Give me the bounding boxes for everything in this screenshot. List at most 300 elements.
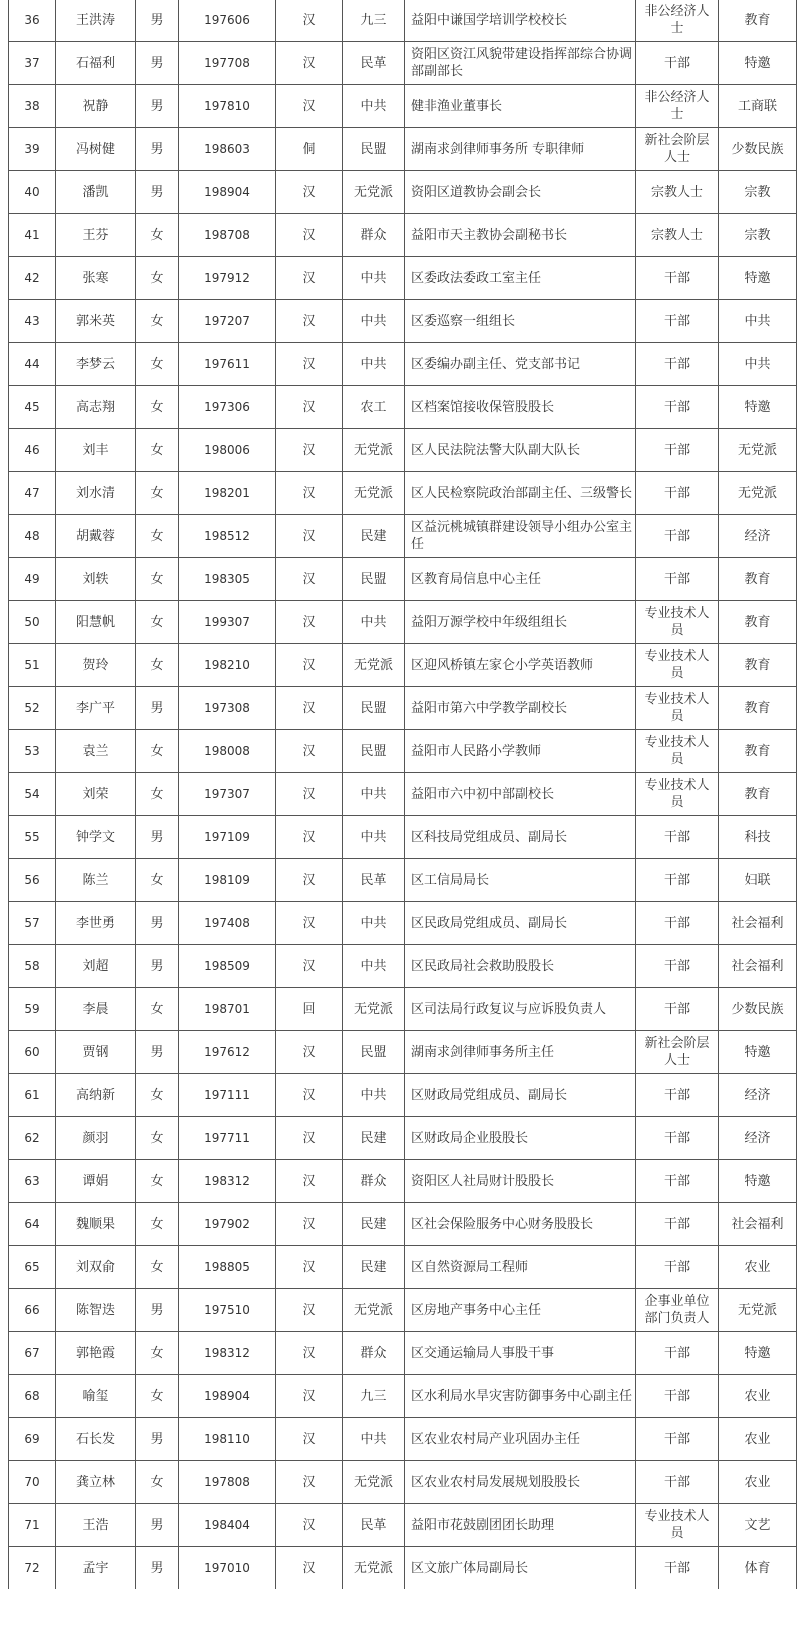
cell-no: 39 (9, 128, 56, 171)
cell-ethnicity: 汉 (276, 601, 343, 644)
cell-position: 区房地产事务中心主任 (405, 1289, 636, 1332)
table-row (9, 988, 797, 1031)
table-row (9, 1074, 797, 1117)
cell-gender: 女 (136, 859, 179, 902)
cell-no: 66 (9, 1289, 56, 1332)
cell-sector: 社会福利 (719, 945, 797, 988)
cell-gender: 女 (136, 386, 179, 429)
cell-name: 陈兰 (56, 859, 136, 902)
cell-category: 干部 (636, 902, 719, 945)
cell-sector: 体育 (719, 1547, 797, 1590)
cell-name: 刘双俞 (56, 1246, 136, 1289)
cell-category: 干部 (636, 945, 719, 988)
cell-ethnicity: 汉 (276, 1203, 343, 1246)
cell-ethnicity: 汉 (276, 1074, 343, 1117)
cell-no: 37 (9, 42, 56, 85)
cell-position: 资阳区道教协会副会长 (405, 171, 636, 214)
cell-ethnicity: 汉 (276, 472, 343, 515)
cell-gender: 女 (136, 214, 179, 257)
cell-party: 民建 (343, 1203, 405, 1246)
cell-ethnicity: 汉 (276, 730, 343, 773)
cell-sector: 经济 (719, 1117, 797, 1160)
cell-ethnicity: 汉 (276, 1461, 343, 1504)
cell-ethnicity: 汉 (276, 429, 343, 472)
cell-gender: 女 (136, 300, 179, 343)
table-row (9, 343, 797, 386)
cell-position: 区农业农村局发展规划股股长 (405, 1461, 636, 1504)
cell-gender: 男 (136, 687, 179, 730)
cell-position: 湖南求剑律师事务所 专职律师 (405, 128, 636, 171)
cell-sector: 少数民族 (719, 128, 797, 171)
cell-birth-date: 197606 (179, 0, 276, 42)
cell-name: 李广平 (56, 687, 136, 730)
cell-birth-date: 198201 (179, 472, 276, 515)
cell-party: 九三 (343, 1375, 405, 1418)
cell-category: 新社会阶层人士 (636, 128, 719, 171)
cell-party: 中共 (343, 85, 405, 128)
cell-no: 50 (9, 601, 56, 644)
cell-party: 群众 (343, 1332, 405, 1375)
cell-ethnicity: 汉 (276, 1289, 343, 1332)
cell-no: 54 (9, 773, 56, 816)
cell-category: 干部 (636, 1203, 719, 1246)
cell-no: 47 (9, 472, 56, 515)
cell-party: 民建 (343, 1117, 405, 1160)
cell-sector: 农业 (719, 1246, 797, 1289)
cell-name: 贺玲 (56, 644, 136, 687)
cell-gender: 女 (136, 1160, 179, 1203)
cell-category: 干部 (636, 257, 719, 300)
cell-no: 65 (9, 1246, 56, 1289)
cell-position: 益阳市第六中学教学副校长 (405, 687, 636, 730)
cell-gender: 男 (136, 1504, 179, 1547)
cell-party: 无党派 (343, 171, 405, 214)
cell-birth-date: 197207 (179, 300, 276, 343)
cell-category: 专业技术人员 (636, 644, 719, 687)
cell-sector: 农业 (719, 1375, 797, 1418)
cell-name: 刘超 (56, 945, 136, 988)
cell-name: 魏顺果 (56, 1203, 136, 1246)
cell-ethnicity: 汉 (276, 1547, 343, 1590)
cell-category: 干部 (636, 558, 719, 601)
cell-category: 企事业单位部门负责人 (636, 1289, 719, 1332)
cell-no: 46 (9, 429, 56, 472)
cell-gender: 女 (136, 1203, 179, 1246)
table-row (9, 859, 797, 902)
cell-category: 干部 (636, 429, 719, 472)
cell-name: 刘荣 (56, 773, 136, 816)
table-row (9, 1504, 797, 1547)
cell-birth-date: 198312 (179, 1332, 276, 1375)
cell-no: 44 (9, 343, 56, 386)
cell-gender: 男 (136, 1418, 179, 1461)
cell-position: 区民政局社会救助股股长 (405, 945, 636, 988)
cell-gender: 男 (136, 171, 179, 214)
cell-position: 区社会保险服务中心财务股股长 (405, 1203, 636, 1246)
cell-gender: 男 (136, 42, 179, 85)
cell-birth-date: 197810 (179, 85, 276, 128)
cell-no: 56 (9, 859, 56, 902)
cell-gender: 女 (136, 1461, 179, 1504)
cell-position: 区委编办副主任、党支部书记 (405, 343, 636, 386)
cell-ethnicity: 汉 (276, 1332, 343, 1375)
cell-gender: 女 (136, 1375, 179, 1418)
cell-no: 48 (9, 515, 56, 558)
cell-birth-date: 197808 (179, 1461, 276, 1504)
cell-ethnicity: 汉 (276, 1418, 343, 1461)
cell-category: 干部 (636, 300, 719, 343)
cell-ethnicity: 汉 (276, 902, 343, 945)
cell-no: 69 (9, 1418, 56, 1461)
cell-ethnicity: 汉 (276, 1375, 343, 1418)
cell-no: 60 (9, 1031, 56, 1074)
cell-ethnicity: 汉 (276, 1117, 343, 1160)
cell-gender: 男 (136, 902, 179, 945)
cell-position: 区民政局党组成员、副局长 (405, 902, 636, 945)
cell-gender: 男 (136, 945, 179, 988)
cell-birth-date: 198509 (179, 945, 276, 988)
cell-party: 民盟 (343, 1031, 405, 1074)
cell-sector: 无党派 (719, 1289, 797, 1332)
cell-birth-date: 198708 (179, 214, 276, 257)
cell-name: 孟宇 (56, 1547, 136, 1590)
table-row (9, 214, 797, 257)
cell-birth-date: 198109 (179, 859, 276, 902)
cell-ethnicity: 汉 (276, 515, 343, 558)
cell-name: 王洪涛 (56, 0, 136, 42)
table-row (9, 1375, 797, 1418)
cell-name: 王芬 (56, 214, 136, 257)
cell-gender: 男 (136, 1031, 179, 1074)
cell-party: 无党派 (343, 1547, 405, 1590)
cell-position: 区交通运输局人事股干事 (405, 1332, 636, 1375)
cell-category: 干部 (636, 1074, 719, 1117)
cell-ethnicity: 汉 (276, 687, 343, 730)
cell-position: 区委政法委政工室主任 (405, 257, 636, 300)
cell-sector: 特邀 (719, 1332, 797, 1375)
cell-no: 49 (9, 558, 56, 601)
cell-category: 干部 (636, 988, 719, 1031)
cell-position: 区水利局水旱灾害防御事务中心副主任 (405, 1375, 636, 1418)
cell-category: 宗教人士 (636, 171, 719, 214)
cell-position: 区益沅桃城镇群建设领导小组办公室主任 (405, 515, 636, 558)
table-row (9, 515, 797, 558)
cell-position: 益阳市天主教协会副秘书长 (405, 214, 636, 257)
table-row (9, 730, 797, 773)
cell-no: 55 (9, 816, 56, 859)
table-row (9, 257, 797, 300)
cell-gender: 女 (136, 1246, 179, 1289)
cell-gender: 男 (136, 1547, 179, 1590)
cell-category: 干部 (636, 1375, 719, 1418)
cell-ethnicity: 汉 (276, 859, 343, 902)
cell-sector: 科技 (719, 816, 797, 859)
cell-party: 中共 (343, 1418, 405, 1461)
cell-birth-date: 197307 (179, 773, 276, 816)
cell-sector: 工商联 (719, 85, 797, 128)
cell-party: 中共 (343, 816, 405, 859)
cell-category: 干部 (636, 1117, 719, 1160)
cell-position: 区司法局行政复议与应诉股负责人 (405, 988, 636, 1031)
cell-party: 民革 (343, 859, 405, 902)
cell-no: 51 (9, 644, 56, 687)
cell-no: 42 (9, 257, 56, 300)
cell-category: 干部 (636, 472, 719, 515)
cell-gender: 女 (136, 1117, 179, 1160)
cell-sector: 文艺 (719, 1504, 797, 1547)
table-row (9, 472, 797, 515)
cell-name: 贾钢 (56, 1031, 136, 1074)
cell-birth-date: 198904 (179, 1375, 276, 1418)
cell-sector: 无党派 (719, 472, 797, 515)
table-row (9, 1203, 797, 1246)
cell-name: 阳慧帆 (56, 601, 136, 644)
cell-party: 民盟 (343, 128, 405, 171)
cell-party: 九三 (343, 0, 405, 42)
cell-gender: 女 (136, 1074, 179, 1117)
cell-category: 专业技术人员 (636, 730, 719, 773)
table-row (9, 773, 797, 816)
cell-sector: 教育 (719, 687, 797, 730)
table-row (9, 601, 797, 644)
cell-party: 中共 (343, 902, 405, 945)
cell-position: 益阳中谦国学培训学校校长 (405, 0, 636, 42)
cell-category: 专业技术人员 (636, 687, 719, 730)
cell-category: 专业技术人员 (636, 601, 719, 644)
cell-category: 干部 (636, 343, 719, 386)
cell-name: 潘凯 (56, 171, 136, 214)
cell-party: 无党派 (343, 644, 405, 687)
table-row (9, 171, 797, 214)
cell-birth-date: 197611 (179, 343, 276, 386)
cell-name: 石长发 (56, 1418, 136, 1461)
cell-category: 干部 (636, 1418, 719, 1461)
table-row (9, 945, 797, 988)
cell-ethnicity: 汉 (276, 644, 343, 687)
cell-category: 干部 (636, 515, 719, 558)
table-row (9, 1289, 797, 1332)
cell-category: 非公经济人士 (636, 85, 719, 128)
cell-position: 区财政局党组成员、副局长 (405, 1074, 636, 1117)
cell-category: 专业技术人员 (636, 1504, 719, 1547)
cell-position: 区人民检察院政治部副主任、三级警长 (405, 472, 636, 515)
cell-birth-date: 198805 (179, 1246, 276, 1289)
cell-sector: 教育 (719, 644, 797, 687)
table-row (9, 1031, 797, 1074)
table-row (9, 558, 797, 601)
cell-no: 64 (9, 1203, 56, 1246)
cell-gender: 女 (136, 343, 179, 386)
cell-name: 高纳新 (56, 1074, 136, 1117)
cell-ethnicity: 汉 (276, 343, 343, 386)
table-row (9, 644, 797, 687)
cell-sector: 农业 (719, 1418, 797, 1461)
cell-birth-date: 197912 (179, 257, 276, 300)
cell-name: 谭娟 (56, 1160, 136, 1203)
cell-category: 干部 (636, 42, 719, 85)
cell-gender: 女 (136, 257, 179, 300)
cell-sector: 中共 (719, 343, 797, 386)
table-row (9, 42, 797, 85)
cell-name: 李世勇 (56, 902, 136, 945)
cell-birth-date: 197306 (179, 386, 276, 429)
cell-birth-date: 197308 (179, 687, 276, 730)
cell-category: 专业技术人员 (636, 773, 719, 816)
cell-name: 石福利 (56, 42, 136, 85)
cell-name: 钟学文 (56, 816, 136, 859)
table-row (9, 902, 797, 945)
cell-name: 刘丰 (56, 429, 136, 472)
cell-birth-date: 197408 (179, 902, 276, 945)
cell-party: 民建 (343, 515, 405, 558)
cell-sector: 特邀 (719, 257, 797, 300)
cell-sector: 教育 (719, 773, 797, 816)
cell-birth-date: 198603 (179, 128, 276, 171)
cell-name: 陈智迭 (56, 1289, 136, 1332)
cell-ethnicity: 汉 (276, 42, 343, 85)
cell-sector: 少数民族 (719, 988, 797, 1031)
cell-ethnicity: 汉 (276, 257, 343, 300)
cell-birth-date: 197510 (179, 1289, 276, 1332)
cell-party: 中共 (343, 945, 405, 988)
cell-ethnicity: 汉 (276, 558, 343, 601)
cell-ethnicity: 汉 (276, 1246, 343, 1289)
cell-party: 无党派 (343, 988, 405, 1031)
cell-position: 益阳市人民路小学教师 (405, 730, 636, 773)
cell-position: 区农业农村局产业巩固办主任 (405, 1418, 636, 1461)
cell-gender: 女 (136, 558, 179, 601)
table-row (9, 816, 797, 859)
table-row (9, 386, 797, 429)
table-row (9, 128, 797, 171)
cell-ethnicity: 回 (276, 988, 343, 1031)
cell-ethnicity: 汉 (276, 816, 343, 859)
cell-category: 新社会阶层人士 (636, 1031, 719, 1074)
cell-name: 郭米英 (56, 300, 136, 343)
cell-category: 干部 (636, 1461, 719, 1504)
cell-category: 非公经济人士 (636, 0, 719, 42)
cell-position: 区科技局党组成员、副局长 (405, 816, 636, 859)
cell-sector: 宗教 (719, 171, 797, 214)
cell-no: 68 (9, 1375, 56, 1418)
cell-birth-date: 198008 (179, 730, 276, 773)
cell-ethnicity: 汉 (276, 1031, 343, 1074)
cell-name: 冯树健 (56, 128, 136, 171)
cell-sector: 经济 (719, 1074, 797, 1117)
cell-name: 高志翔 (56, 386, 136, 429)
cell-party: 无党派 (343, 1461, 405, 1504)
cell-birth-date: 198110 (179, 1418, 276, 1461)
cell-sector: 社会福利 (719, 902, 797, 945)
cell-no: 62 (9, 1117, 56, 1160)
cell-position: 资阳区人社局财计股股长 (405, 1160, 636, 1203)
cell-sector: 特邀 (719, 1031, 797, 1074)
roster-body (9, 0, 797, 1589)
cell-ethnicity: 汉 (276, 0, 343, 42)
cell-party: 中共 (343, 1074, 405, 1117)
cell-category: 干部 (636, 1160, 719, 1203)
cell-name: 喻玺 (56, 1375, 136, 1418)
cell-party: 中共 (343, 257, 405, 300)
cell-position: 湖南求剑律师事务所主任 (405, 1031, 636, 1074)
cell-ethnicity: 汉 (276, 1504, 343, 1547)
cell-no: 70 (9, 1461, 56, 1504)
cell-party: 无党派 (343, 429, 405, 472)
cell-no: 40 (9, 171, 56, 214)
cell-sector: 农业 (719, 1461, 797, 1504)
cell-name: 刘轶 (56, 558, 136, 601)
cell-party: 民建 (343, 1246, 405, 1289)
cell-sector: 教育 (719, 0, 797, 42)
table-row (9, 1418, 797, 1461)
cell-party: 群众 (343, 1160, 405, 1203)
cell-birth-date: 198701 (179, 988, 276, 1031)
cell-no: 67 (9, 1332, 56, 1375)
cell-name: 张寒 (56, 257, 136, 300)
cell-birth-date: 198006 (179, 429, 276, 472)
cell-party: 民盟 (343, 687, 405, 730)
cell-birth-date: 198512 (179, 515, 276, 558)
cell-party: 无党派 (343, 472, 405, 515)
cell-gender: 男 (136, 128, 179, 171)
cell-sector: 无党派 (719, 429, 797, 472)
cell-party: 无党派 (343, 1289, 405, 1332)
cell-sector: 教育 (719, 558, 797, 601)
cell-party: 中共 (343, 300, 405, 343)
cell-birth-date: 197010 (179, 1547, 276, 1590)
cell-name: 刘水清 (56, 472, 136, 515)
cell-no: 36 (9, 0, 56, 42)
cell-position: 益阳市六中初中部副校长 (405, 773, 636, 816)
cell-birth-date: 199307 (179, 601, 276, 644)
table-row (9, 1117, 797, 1160)
cell-party: 民盟 (343, 558, 405, 601)
cell-position: 区人民法院法警大队副大队长 (405, 429, 636, 472)
cell-birth-date: 198312 (179, 1160, 276, 1203)
cell-position: 资阳区资江风貌带建设指挥部综合协调部副部长 (405, 42, 636, 85)
cell-category: 干部 (636, 859, 719, 902)
cell-no: 53 (9, 730, 56, 773)
cell-ethnicity: 汉 (276, 300, 343, 343)
cell-category: 干部 (636, 386, 719, 429)
cell-ethnicity: 汉 (276, 386, 343, 429)
cell-position: 区委巡察一组组长 (405, 300, 636, 343)
cell-no: 57 (9, 902, 56, 945)
cell-name: 郭艳霞 (56, 1332, 136, 1375)
table-row (9, 300, 797, 343)
cell-name: 袁兰 (56, 730, 136, 773)
table-row (9, 429, 797, 472)
table-row (9, 1246, 797, 1289)
cell-gender: 女 (136, 730, 179, 773)
cell-name: 王浩 (56, 1504, 136, 1547)
cell-birth-date: 198904 (179, 171, 276, 214)
cell-ethnicity: 汉 (276, 171, 343, 214)
cell-gender: 女 (136, 773, 179, 816)
cell-position: 区文旅广体局副局长 (405, 1547, 636, 1590)
cell-ethnicity: 汉 (276, 214, 343, 257)
cell-gender: 女 (136, 601, 179, 644)
cell-birth-date: 198404 (179, 1504, 276, 1547)
table-row (9, 1547, 797, 1590)
cell-position: 益阳万源学校中年级组组长 (405, 601, 636, 644)
cell-gender: 女 (136, 644, 179, 687)
cell-sector: 特邀 (719, 1160, 797, 1203)
cell-sector: 社会福利 (719, 1203, 797, 1246)
cell-ethnicity: 侗 (276, 128, 343, 171)
cell-birth-date: 197111 (179, 1074, 276, 1117)
cell-position: 健非渔业董事长 (405, 85, 636, 128)
